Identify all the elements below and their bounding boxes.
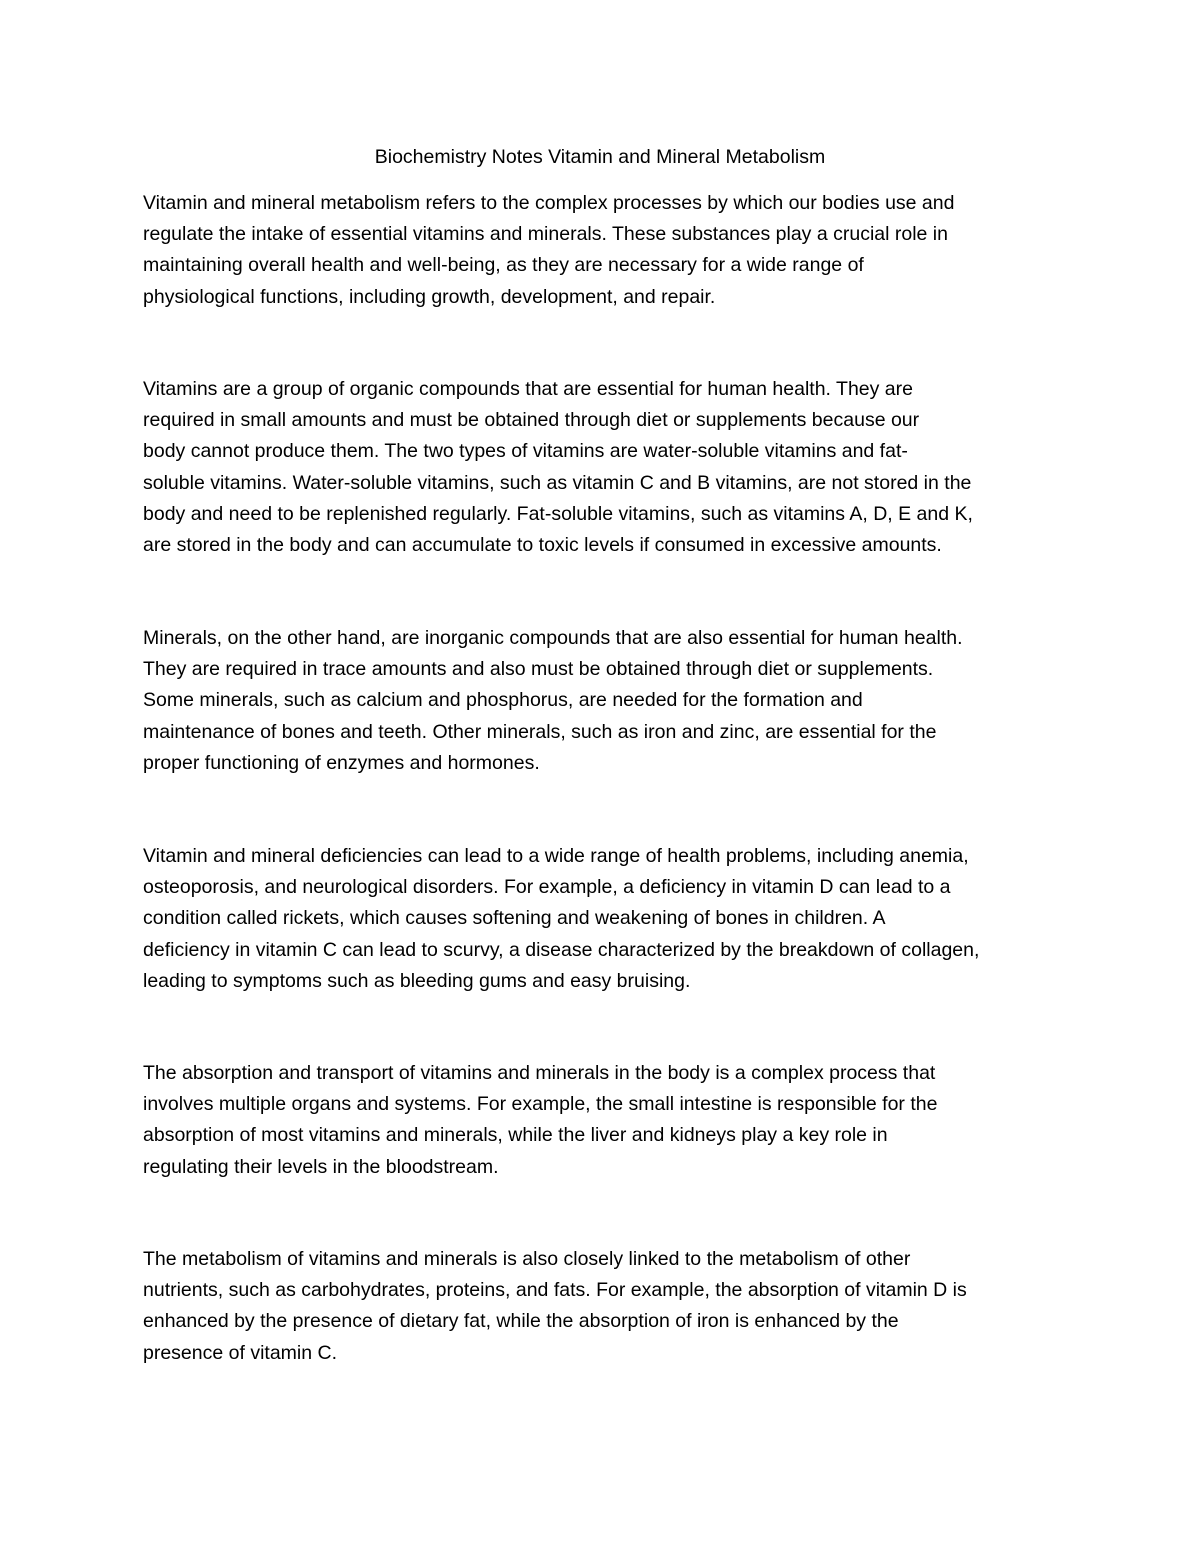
text-line: regulate the intake of essential vitamins and minerals. These substances play a crucial role in [143, 223, 948, 246]
text-line: are stored in the body and can accumulate to toxic levels if consumed in excessive amounts. [143, 534, 942, 557]
text-line: involves multiple organs and systems. For example, the small intestine is responsible for the [143, 1093, 938, 1116]
text-line: The metabolism of vitamins and minerals is also closely linked to the metabolism of other [143, 1248, 911, 1270]
paragraph-deficiencies [143, 841, 1063, 997]
text-line: body and need to be replenished regularly. Fat-soluble vitamins, such as vitamins A, D, E and K, [143, 502, 973, 525]
text-line: They are required in trace amounts and also must be obtained through diet or supplements. [143, 658, 934, 681]
text-line: absorption of most vitamins and minerals, while the liver and kidneys play a key role in [143, 1124, 888, 1147]
text-line: The absorption and transport of vitamins and minerals in the body is a complex process that [143, 1062, 936, 1084]
text-line: required in small amounts and must be obtained through diet or supplements because our [143, 409, 920, 432]
paragraph-vitamins [143, 374, 1063, 561]
text-line: Vitamin and mineral metabolism refers to the complex processes by which our bodies use and [143, 192, 955, 214]
text-line: maintaining overall health and well-being, as they are necessary for a wide range of [143, 254, 864, 277]
text-line: osteoporosis, and neurological disorders. For example, a deficiency in vitamin D can lead to a [143, 876, 951, 899]
text-line: soluble vitamins. Water-soluble vitamins, such as vitamin C and B vitamins, are not stored in the [143, 471, 972, 494]
text-line: enhanced by the presence of dietary fat, while the absorption of iron is enhanced by the [143, 1310, 899, 1333]
text-line: Some minerals, such as calcium and phosphorus, are needed for the formation and [143, 689, 863, 712]
text-line: nutrients, such as carbohydrates, proteins, and fats. For example, the absorption of vitamin D is [143, 1279, 967, 1302]
text-line: Vitamin and mineral deficiencies can lead to a wide range of health problems, including anemia, [143, 845, 969, 867]
document-title: Biochemistry Notes Vitamin and Mineral Metabolism [374, 146, 826, 168]
text-line: regulating their levels in the bloodstream. [143, 1155, 499, 1178]
text-line: Minerals, on the other hand, are inorganic compounds that are also essential for human health. [143, 627, 963, 649]
text-line: condition called rickets, which causes softening and weakening of bones in children. A [143, 907, 886, 930]
text-line: physiological functions, including growth, development, and repair. [143, 285, 716, 308]
paragraph-metabolism-links [143, 1244, 1063, 1369]
text-line: leading to symptoms such as bleeding gums and easy bruising. [143, 969, 691, 992]
text-line: body cannot produce them. The two types of vitamins are water-soluble vitamins and fat- [143, 440, 908, 463]
text-line: presence of vitamin C. [143, 1341, 338, 1364]
paragraph-minerals [143, 623, 1063, 779]
paragraph-intro [143, 188, 1063, 313]
text-line: deficiency in vitamin C can lead to scurvy, a disease characterized by the breakdown of collagen, [143, 938, 980, 961]
text-line: maintenance of bones and teeth. Other minerals, such as iron and zinc, are essential for the [143, 720, 937, 743]
text-line: proper functioning of enzymes and hormones. [143, 751, 540, 774]
text-line: Vitamins are a group of organic compounds that are essential for human health. They are [143, 378, 913, 400]
paragraph-absorption [143, 1058, 1063, 1183]
